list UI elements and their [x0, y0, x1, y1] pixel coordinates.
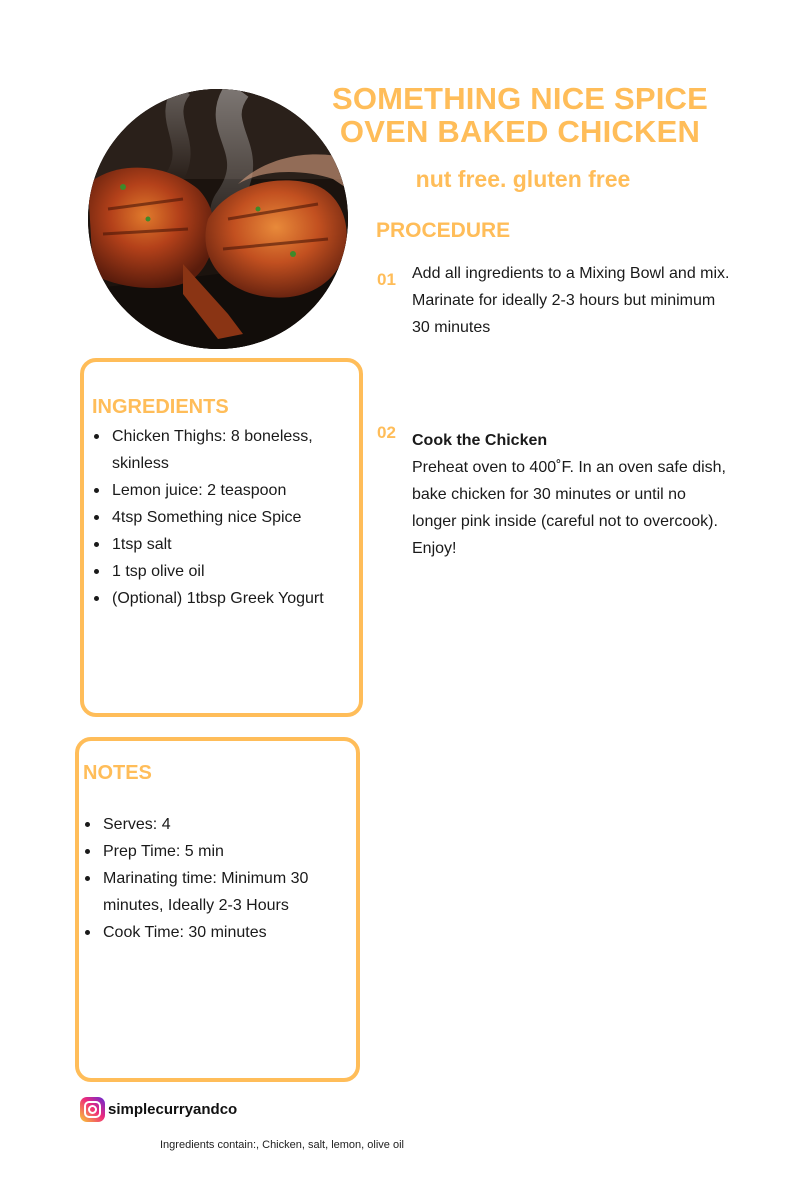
- instagram-icon: [80, 1097, 105, 1122]
- step-2: [412, 427, 732, 562]
- note-item: Serves: 4: [79, 811, 329, 838]
- title-line-2: OVEN BAKED CHICKEN: [339, 114, 701, 149]
- note-item: Prep Time: 5 min: [79, 838, 329, 865]
- allergen-note: Ingredients contain:, Chicken, salt, lemon, olive oil: [160, 1139, 404, 1151]
- notes-card: [75, 737, 360, 1082]
- instagram-handle[interactable]: simplecurryandco: [108, 1101, 238, 1118]
- ingredients-card: [80, 358, 363, 717]
- ingredient-item: (Optional) 1tbsp Greek Yogurt: [88, 585, 338, 612]
- chicken-photo: [88, 89, 348, 349]
- recipe-subtitle: nut free. gluten free: [415, 166, 631, 192]
- ingredients-heading: INGREDIENTS: [92, 396, 229, 418]
- note-item: Marinating time: Minimum 30 minutes, Ideally 2-3 Hours: [79, 865, 329, 919]
- procedure-heading: PROCEDURE: [376, 219, 511, 242]
- recipe-title: [320, 82, 720, 148]
- instagram-link[interactable]: [80, 1097, 237, 1122]
- step-number-1: 01: [377, 270, 396, 289]
- ingredient-item: 4tsp Something nice Spice: [88, 504, 338, 531]
- title-line-1: SOMETHING NICE SPICE: [331, 81, 709, 116]
- ingredient-item: 1 tsp olive oil: [88, 558, 338, 585]
- step-number-2: 02: [377, 423, 396, 442]
- ingredient-item: Lemon juice: 2 teaspoon: [88, 477, 338, 504]
- ingredient-item: Chicken Thighs: 8 boneless, skinless: [88, 423, 338, 477]
- ingredients-list: [88, 423, 338, 612]
- ingredient-item: 1tsp salt: [88, 531, 338, 558]
- notes-heading: NOTES: [83, 762, 152, 784]
- notes-list: [79, 811, 329, 946]
- step-title-2: Cook the Chicken: [412, 432, 548, 449]
- note-item: Cook Time: 30 minutes: [79, 919, 329, 946]
- step-text-1: Add all ingredients to a Mixing Bowl and mix. Marinate for ideally 2-3 hours but minimum 30 minutes: [412, 265, 730, 336]
- step-text-2: Preheat oven to 400˚F. In an oven safe dish, bake chicken for 30 minutes or until no longer pink inside (careful not to overcook). Enjoy!: [412, 459, 726, 557]
